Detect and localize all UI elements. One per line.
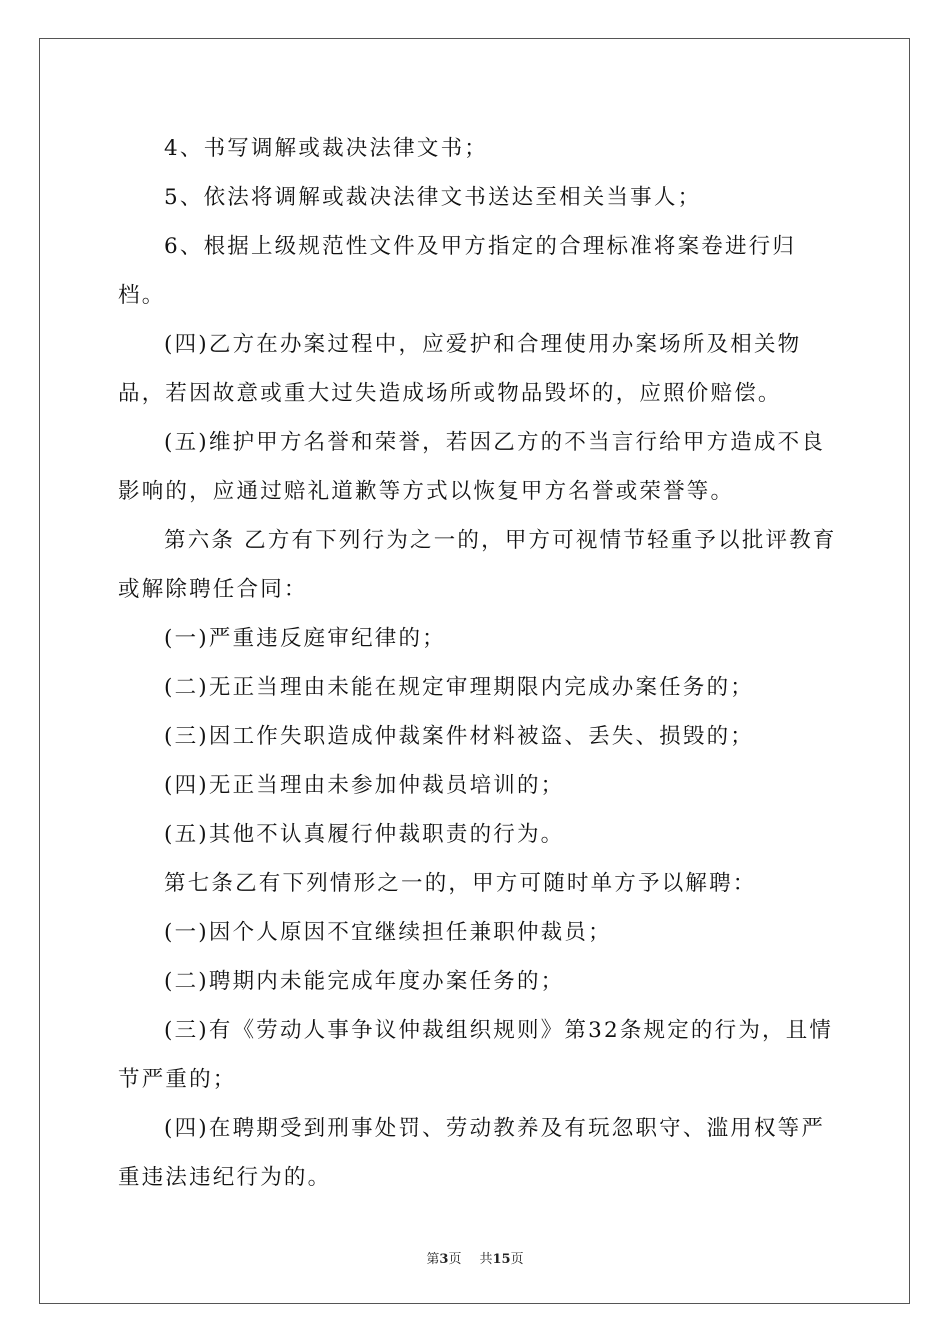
paragraph: 第六条 乙方有下列行为之一的，甲方可视情节轻重予以批评教育或解除聘任合同： (118, 528, 837, 602)
page-suffix: 页 (448, 1252, 462, 1267)
paragraph: 6、根据上级规范性文件及甲方指定的合理标准将案卷进行归档。 (118, 234, 797, 308)
total-pages: 15 (492, 1252, 511, 1267)
paragraph: (二)聘期内未能完成年度办案任务的； (164, 969, 565, 994)
total-suffix: 页 (510, 1252, 524, 1267)
paragraph: (四)在聘期受到刑事处罚、劳动教养及有玩忽职守、滥用权等严重违法违纪行为的。 (118, 1116, 826, 1190)
total-prefix: 共 (479, 1252, 493, 1267)
document-body (118, 124, 840, 1202)
page-number: 3 (439, 1252, 449, 1267)
paragraph: (一)严重违反庭审纪律的； (164, 626, 446, 651)
paragraph: (一)因个人原因不宜继续担任兼职仲裁员； (164, 920, 612, 945)
paragraph: (三)因工作失职造成仲裁案件材料被盗、丢失、损毁的； (164, 724, 754, 749)
paragraph: (三)有《劳动人事争议仲裁组织规则》第32条规定的行为，且情节严重的； (118, 1018, 834, 1092)
page-footer (0, 1248, 950, 1267)
paragraph: 5、依法将调解或裁决法律文书送达至相关当事人； (164, 185, 702, 210)
page-prefix: 第 (426, 1252, 440, 1267)
paragraph: (五)其他不认真履行仲裁职责的行为。 (164, 822, 565, 847)
paragraph: 4、书写调解或裁决法律文书； (164, 136, 488, 161)
paragraph: (二)无正当理由未能在规定审理期限内完成办案任务的； (164, 675, 754, 700)
paragraph: (四)乙方在办案过程中，应爱护和合理使用办案场所及相关物品，若因故意或重大过失造成场所或物品毁坏的，应照价赔偿。 (118, 332, 802, 406)
paragraph: 第七条乙有下列情形之一的，甲方可随时单方予以解聘： (164, 871, 757, 896)
paragraph: (五)维护甲方名誉和荣誉，若因乙方的不当言行给甲方造成不良影响的，应通过赔礼道歉等方式以恢复甲方名誉或荣誉等。 (118, 430, 826, 504)
paragraph: (四)无正当理由未参加仲裁员培训的； (164, 773, 565, 798)
